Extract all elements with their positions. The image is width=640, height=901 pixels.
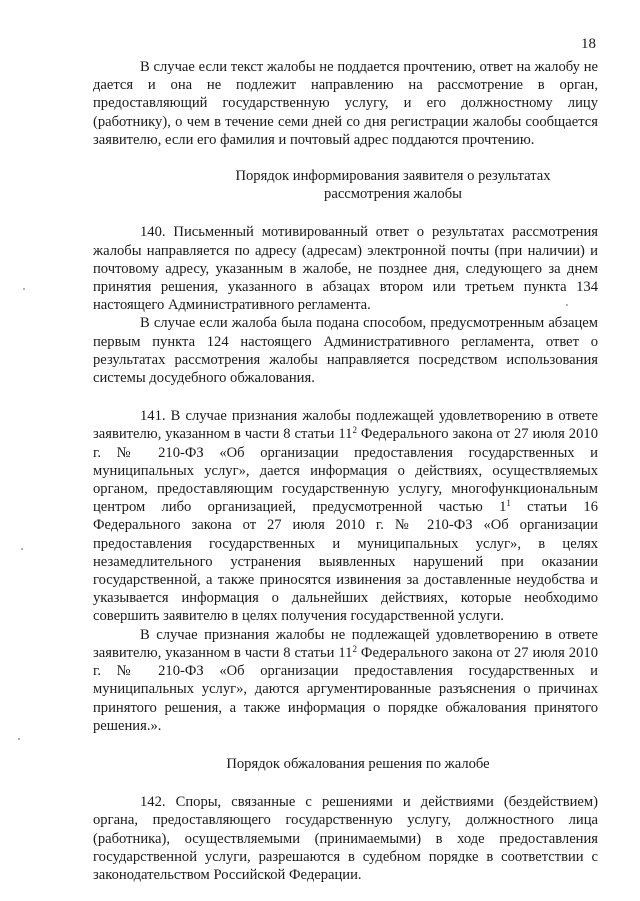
page-number: 18: [581, 36, 596, 52]
paragraph-142: 142. Споры, связанные с решениями и действиями (бездействием) органа, предоставляющего государственную услугу, должностного лица (работника), осуществляемыми (принимаемыми) в ходе предоставления государственной услуги, разрешаются в судебном порядке в соответствии с законодательством Российской Федерации.: [93, 794, 598, 883]
spacer: [93, 773, 598, 793]
scan-speck: [18, 738, 20, 740]
spacer: [93, 387, 598, 407]
superscript: 1: [506, 498, 511, 509]
section-heading-appeal: Порядок обжалования решения по жалобе: [226, 755, 490, 772]
scan-speck: [23, 288, 25, 290]
paragraph-intro: В случае если текст жалобы не поддается прочтению, ответ на жалобу не дается и она не подлежит направлению на рассмотрение в орган, предоставляющий государственную услугу, и его должностному лицу (работнику), о чем в течение семи дней со дня регистрации жалобы сообщается заявителю, если его фамилия и почтовый адрес поддаются прочтению.: [93, 59, 598, 148]
section-heading-informing: [93, 167, 598, 203]
spacer: [93, 203, 598, 223]
superscript: 2: [352, 643, 357, 654]
paragraph-141: [93, 407, 598, 625]
superscript: 2: [352, 425, 357, 436]
paragraph-141-second-part-b: Федерального закона от 27 июля 2010 г. № 210-ФЗ «Об организации предоставления государственных и муниципальных услуг», даются аргументированные разъяснения о причинах принятого решения, а также информация о порядке обжалования принятого решения.».: [93, 644, 598, 734]
paragraph-141-second: [93, 626, 598, 735]
paragraph-140-second: В случае если жалоба была подана способом, предусмотренным абзацем первым пункта 124 настоящего Административного регламента, ответ о результатах рассмотрения жалобы направляется посредством использования системы досудебного обжалования.: [93, 315, 598, 387]
heading-line-2: рассмотрения жалобы: [324, 186, 462, 203]
paragraph-141-part-a: 141. В случае признания жалобы подлежащей удовлетворению в ответе заявителю, указанном в части 8 статьи 11: [93, 408, 598, 443]
spacer: [93, 735, 598, 755]
scan-speck: [566, 304, 568, 306]
paragraph-141-second-part-a: В случае признания жалобы не подлежащей удовлетворению в ответе заявителю, указанном в части 8 статьи 11: [93, 626, 598, 661]
paragraph-141-part-c: статьи 16 Федерального закона от 27 июля 2010 г. № 210-ФЗ «Об организации предоставления государственных и муниципальных услуг», в целях незамедлительного устранения выявленных нарушений при оказании государственной, а также приносятся извинения за доставленные неудобства и указывается информация о дальнейших действиях, которые необходимо совершить заявителю в целях получения государственной услуги.: [93, 499, 598, 625]
scan-speck: [21, 548, 23, 550]
paragraph-141-part-b: Федерального закона от 27 июля 2010 г. № 210-ФЗ «Об организации предоставления государственных и муниципальных услуг», дается информация о действиях, осуществляемых органом, предоставляющим государственную услугу, многофункциональным центром либо организацией, предусмотренной частью 1: [93, 426, 598, 516]
document-body: [93, 58, 598, 884]
paragraph-140: 140. Письменный мотивированный ответ о результатах рассмотрения жалобы направляется по адресу (адресам) электронной почты (при наличии) и почтовому адресу, указанным в жалобе, не позднее дня, следующего за днем принятия решения, указанного в абзацах втором или третьем пункта 134 настоящего Административного регламента.: [93, 224, 598, 314]
heading-line-1: Порядок информирования заявителя о результатах: [235, 168, 551, 185]
spacer: [93, 149, 598, 167]
